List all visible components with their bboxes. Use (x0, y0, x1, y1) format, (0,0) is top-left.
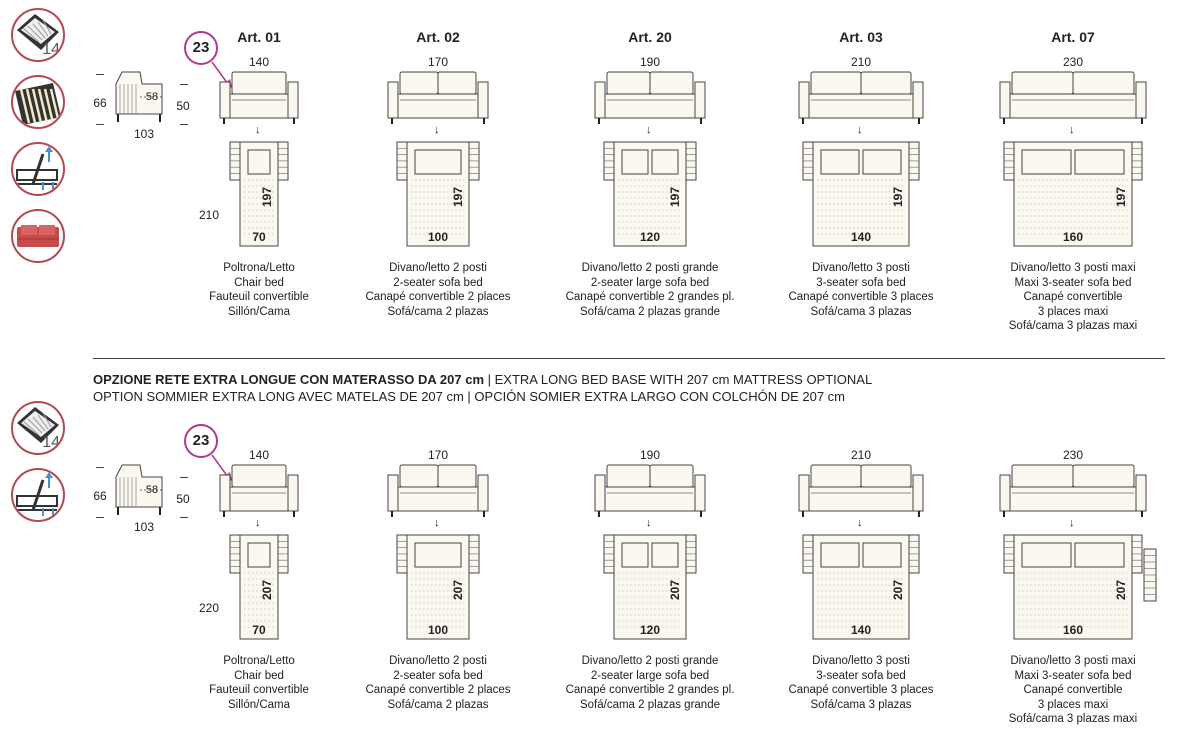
article-description (550, 654, 750, 712)
description-line: 3-seater sofa bed (816, 669, 906, 682)
description-line: Divano/letto 3 posti maxi (1010, 655, 1136, 667)
article-width-label: 190 (639, 448, 661, 462)
description-line: Chair bed (234, 669, 284, 682)
sofa-front-drawing (593, 70, 707, 126)
extra-long-heading (93, 371, 872, 405)
mattress-length-label: 207 (451, 579, 465, 601)
article-description (159, 654, 359, 712)
dim-tick (180, 124, 188, 125)
red-sofa-icon (11, 209, 65, 263)
down-arrow: ↓ (1069, 517, 1075, 529)
description-line: Maxi 3-seater sofa bed (1014, 276, 1132, 289)
description-line: Sofá/cama 3 plazas (810, 305, 912, 318)
heading-bold: OPZIONE RETE EXTRA LONGUE CON MATERASSO DA 207 cm (93, 372, 485, 387)
icon-number: 14 (42, 434, 60, 451)
article-title: Art. 20 (628, 29, 672, 45)
description-line: Canapé convertible 2 places (365, 684, 511, 697)
description-line: Sofá/cama 2 plazas grande (579, 305, 720, 318)
bed-length-label: 210 (198, 208, 220, 222)
mattress-length-label: 197 (668, 186, 682, 208)
description-line: Divano/letto 2 posti (389, 262, 487, 274)
article-width-label: 230 (1062, 448, 1084, 462)
description-line: Canapé convertible (1023, 684, 1123, 697)
mattress-length-label: 197 (260, 186, 274, 208)
mattress-length-label: 197 (451, 186, 465, 208)
article-width-label: 190 (639, 55, 661, 69)
mattress-width-label: 160 (1062, 623, 1084, 637)
heading-line2: OPTION SOMMIER EXTRA LONG AVEC MATELAS DE 207 cm | OPCIÓN SOMIER EXTRA LARGO CON COLCHÓN DE 207 cm (93, 389, 845, 404)
description-line: Divano/letto 3 posti (812, 655, 910, 667)
dim-tick (96, 74, 104, 75)
heading-line1-rest: | EXTRA LONG BED BASE WITH 207 cm MATTRESS OPTIONAL (484, 372, 873, 387)
profile-seat-height-label: 50 (176, 99, 190, 113)
down-arrow: ↓ (646, 124, 652, 136)
description-line: Fauteuil convertible (209, 291, 309, 304)
description-line: 2-seater sofa bed (393, 669, 483, 682)
profile-depth-label: 103 (133, 127, 155, 141)
bed-mechanism-icon (11, 142, 65, 196)
description-line: Sofá/cama 3 plazas (810, 698, 912, 711)
down-arrow: ↓ (434, 124, 440, 136)
description-line: Sofá/cama 3 plazas maxi (1008, 713, 1138, 726)
down-arrow: ↓ (857, 124, 863, 136)
description-line: Canapé convertible 2 grandes pl. (565, 291, 735, 304)
down-arrow: ↓ (646, 517, 652, 529)
dim-tick (96, 467, 104, 468)
dim-tick (180, 517, 188, 518)
mattress-length-label: 207 (668, 579, 682, 601)
article-description (973, 261, 1173, 334)
mattress-length-label: 207 (1114, 579, 1128, 601)
description-line: Sofá/cama 2 plazas (387, 305, 489, 318)
article-width-label: 170 (427, 55, 449, 69)
icon-number: 14 (42, 41, 60, 58)
description-line: 2-seater large sofa bed (590, 276, 710, 289)
mattress-length-label: 207 (260, 579, 274, 601)
down-arrow: ↓ (255, 517, 261, 529)
model-badge: 23 (184, 424, 218, 458)
bed-mechanism-icon-graphic (13, 144, 63, 194)
description-line: Maxi 3-seater sofa bed (1014, 669, 1132, 682)
description-line: Sofá/cama 2 plazas (387, 698, 489, 711)
red-sofa-icon-graphic (13, 211, 63, 261)
sofa-front-drawing (593, 463, 707, 519)
seat-cushion-icon (11, 8, 65, 62)
seat-springs-icon-graphic (13, 77, 63, 127)
description-line: Sillón/Cama (228, 698, 290, 711)
sofa-front-drawing (386, 70, 490, 126)
bed-length-label: 220 (198, 601, 220, 615)
seat-springs-icon (11, 75, 65, 129)
mattress-length-label: 207 (891, 579, 905, 601)
article-title: Art. 02 (416, 29, 460, 45)
article-width-label: 170 (427, 448, 449, 462)
mattress-width-label: 100 (427, 623, 449, 637)
description-line: Canapé convertible 3 places (788, 291, 934, 304)
sofa-front-drawing (797, 463, 925, 519)
article-width-label: 210 (850, 448, 872, 462)
sofa-front-drawing (218, 70, 300, 126)
description-line: Canapé convertible (1023, 291, 1123, 304)
description-line: Chair bed (234, 276, 284, 289)
bed-mechanism-icon-graphic (13, 470, 63, 520)
article-description (761, 261, 961, 319)
article-title: Art. 01 (237, 29, 281, 45)
mattress-width-label: 140 (850, 230, 872, 244)
section-divider (93, 358, 1165, 359)
sofa-front-drawing (998, 70, 1148, 126)
sofa-front-drawing (797, 70, 925, 126)
article-width-label: 230 (1062, 55, 1084, 69)
article-width-label: 210 (850, 55, 872, 69)
description-line: 2-seater sofa bed (393, 276, 483, 289)
down-arrow: ↓ (857, 517, 863, 529)
profile-seat-height-label: 50 (176, 492, 190, 506)
mattress-width-label: 140 (850, 623, 872, 637)
dim-tick (180, 84, 188, 85)
article-description (761, 654, 961, 712)
description-line: Canapé convertible 2 grandes pl. (565, 684, 735, 697)
description-line: 3-seater sofa bed (816, 276, 906, 289)
description-line: Sillón/Cama (228, 305, 290, 318)
description-line: Divano/letto 2 posti grande (581, 262, 719, 274)
down-arrow: ↓ (255, 124, 261, 136)
mattress-width-label: 120 (639, 230, 661, 244)
mattress-length-label: 197 (1114, 186, 1128, 208)
article-description (338, 261, 538, 319)
mattress-width-label: 100 (427, 230, 449, 244)
description-line: Divano/letto 3 posti (812, 262, 910, 274)
mattress-width-label: 120 (639, 623, 661, 637)
description-line: 3 places maxi (1037, 698, 1109, 711)
dim-tick (96, 517, 104, 518)
dim-tick (180, 477, 188, 478)
profile-depth-label: 103 (133, 520, 155, 534)
description-line: Poltrona/Letto (223, 262, 295, 274)
description-line: Divano/letto 2 posti grande (581, 655, 719, 667)
description-line: Fauteuil convertible (209, 684, 309, 697)
description-line: Poltrona/Letto (223, 655, 295, 667)
seat-cushion-icon (11, 401, 65, 455)
description-line: Canapé convertible 3 places (788, 684, 934, 697)
profile-seat-depth-label: 58 (145, 91, 159, 103)
description-line: Divano/letto 3 posti maxi (1010, 262, 1136, 274)
article-width-label: 140 (248, 448, 270, 462)
article-description (973, 654, 1173, 727)
description-line: 2-seater large sofa bed (590, 669, 710, 682)
sofa-front-drawing (218, 463, 300, 519)
description-line: 3 places maxi (1037, 305, 1109, 318)
profile-height-label: 66 (93, 489, 107, 503)
down-arrow: ↓ (1069, 124, 1075, 136)
description-line: Canapé convertible 2 places (365, 291, 511, 304)
article-title: Art. 07 (1051, 29, 1095, 45)
description-line: Sofá/cama 2 plazas grande (579, 698, 720, 711)
mattress-width-label: 70 (252, 230, 266, 244)
profile-height-label: 66 (93, 96, 107, 110)
dim-tick (96, 124, 104, 125)
mattress-width-label: 70 (252, 623, 266, 637)
article-description (338, 654, 538, 712)
sofa-front-drawing (386, 463, 490, 519)
sofa-front-drawing (998, 463, 1148, 519)
model-badge: 23 (184, 31, 218, 65)
description-line: Sofá/cama 3 plazas maxi (1008, 320, 1138, 333)
profile-seat-depth-label: 58 (145, 484, 159, 496)
article-width-label: 140 (248, 55, 270, 69)
description-line: Divano/letto 2 posti (389, 655, 487, 667)
article-title: Art. 03 (839, 29, 883, 45)
mattress-width-label: 160 (1062, 230, 1084, 244)
mattress-length-label: 197 (891, 186, 905, 208)
article-description (550, 261, 750, 319)
bed-mechanism-icon (11, 468, 65, 522)
article-description (159, 261, 359, 319)
down-arrow: ↓ (434, 517, 440, 529)
